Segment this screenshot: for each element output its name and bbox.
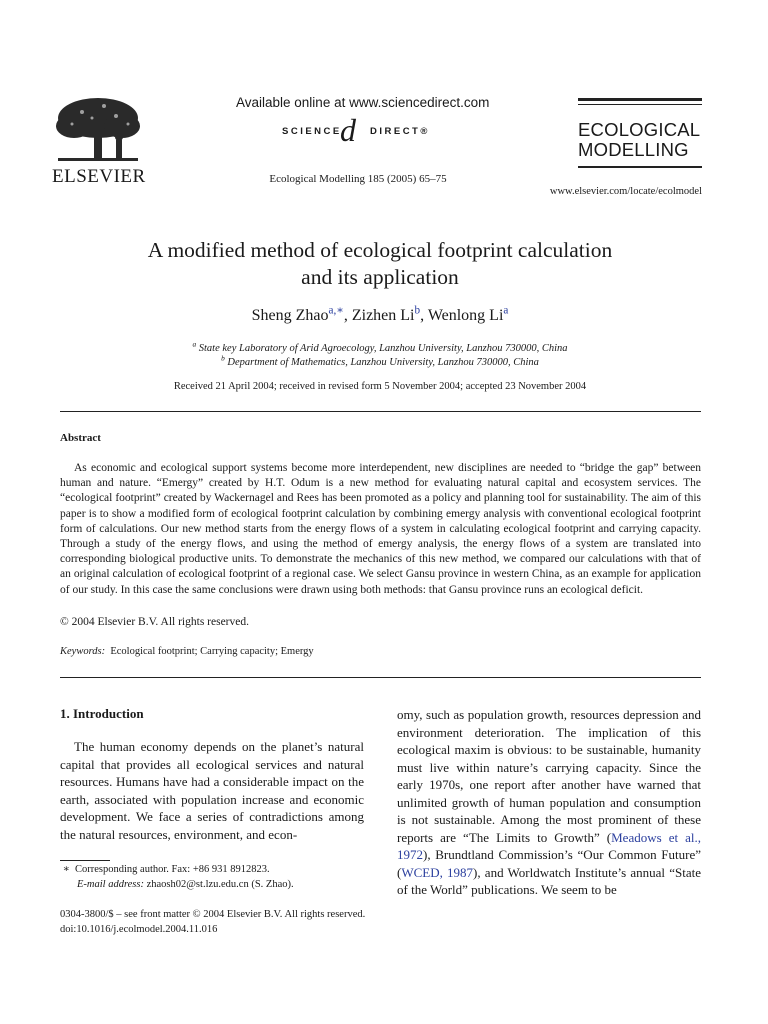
abstract-text: As economic and ecological support systems become more interdependent, new disciplines are needed to “bridge the gap” between human and nature. “Emergy” created by H.T. Odum is a new method for evaluating natural capital and ecosystem services. The “ecological footprint” created by Wackernagel and Rees has been promoted as a policy and planning tool for sustainability. The aim of this paper is to show a modified form of ecological footprint calculation by combining emergy analysis with conventional ecological footprint form of calculations. Our new method starts from the energy flows of a system in calculating ecological footprint and carrying capacity. Through a study of the energy flows, and using the method of emergy analysis, the energy flows of a system are translated into corresponding biological productive units. To demonstrate the mechanics of this new method, we compared our calculations with that of an original calculation of ecological footprint of a regional case. We select Gansu province in western China, as an example for application of our study. In this case the same conclusions were drawn using both methods: that Gansu province runs an ecological deficit. (60, 462, 701, 596)
sd-logo-right: DIRECT® (370, 126, 430, 137)
citation-link-wced[interactable]: WCED, 1987 (401, 864, 474, 880)
footnote (60, 863, 294, 892)
journal-name (578, 120, 700, 160)
journal-rule-top (578, 98, 702, 101)
keywords-line (60, 646, 314, 657)
abstract-copyright: © 2004 Elsevier B.V. All rights reserved. (60, 616, 249, 628)
journal-rule-bottom (578, 166, 702, 168)
sd-logo-mark: d (340, 112, 356, 148)
publisher-name: ELSEVIER (52, 166, 146, 187)
intro-paragraph: The human economy depends on the planet’s natural capital that provides all ecological services and natural resources. Humans have had a considerable impact on the earth, associated with population increase and economic development. We face a series of contradictions among the natural resources, environment, and econ- (60, 739, 364, 842)
keywords-label: Keywords: (60, 646, 106, 657)
author-name: Zizhen Li (351, 307, 415, 324)
doi-line[interactable]: doi:10.1016/j.ecolmodel.2004.11.016 (60, 923, 218, 935)
front-matter-info (60, 908, 365, 937)
received-dates: Received 21 April 2004; received in revised form 5 November 2004; accepted 23 November 2004 (173, 381, 587, 392)
divider-top (60, 411, 701, 412)
abstract-body (60, 461, 701, 598)
title-line1: A modified method of ecological footprint calculation (147, 238, 613, 262)
footnote-author: ∗ Corresponding author. Fax: +86 931 8912823. (62, 864, 270, 875)
author-name: Sheng Zhao (251, 307, 329, 324)
author-affiliation-link[interactable]: b (414, 304, 421, 317)
journal-rule-top-thin (578, 104, 702, 105)
keywords-list: Ecological footprint; Carrying capacity; Emergy (110, 646, 314, 657)
section-heading-introduction: 1. Introduction (60, 706, 144, 721)
elsevier-tree-logo (52, 96, 144, 166)
journal-url[interactable]: www.elsevier.com/locate/ecolmodel (549, 186, 702, 197)
journal-name-line1: ECOLOGICAL (578, 119, 701, 140)
author-affiliation-link[interactable]: a (503, 304, 509, 317)
affiliation-a: $^a$ State key Laboratory of Arid Agroecology, Lanzhou University, Lanzhou 730000, China (192, 339, 568, 354)
left-column-text (60, 738, 364, 843)
intro-paragraph-continued: omy, such as population growth, resources depression and environment deterioration. The implication of this ecological maxim is obvious: to be sustainable, humanity must live within nature’s carrying capacity. Since the early 1970s, one report after another have warned that unlimited growth of human population and consumption is not sustainable. Among the most prominent of these reports are “The Limits to Growth” (Meadows et al., 1972), Brundtland Commission’s “Our Common Future” (WCED, 1987), and Worldwatch Institute’s annual “State of the World” publications. We seem to be (397, 707, 702, 897)
affiliation-b: $^b$ Department of Mathematics, Lanzhou University, Lanzhou 730000, China (221, 353, 539, 368)
sd-logo-left: SCIENCE (282, 126, 342, 137)
citation-link-meadows[interactable]: Meadows et al., 1972 (397, 829, 702, 862)
author-affiliation-link[interactable]: a,∗ (328, 304, 344, 317)
right-column-text (397, 706, 701, 899)
issn-line: 0304-3800/$ – see front matter © 2004 Elsevier B.V. All rights reserved. (60, 909, 366, 920)
journal-citation: Ecological Modelling 185 (2005) 65–75 (269, 173, 447, 185)
abstract-heading: Abstract (60, 432, 101, 444)
email-address[interactable]: zhaosh02@st.lzu.edu.cn (S. Zhao). (146, 878, 294, 890)
available-online-text: Available online at www.sciencedirect.com (236, 95, 490, 110)
sciencedirect-logo (236, 114, 480, 148)
title-line2: and its application (301, 265, 459, 289)
author-list: Sheng Zhao$^{a,∗}$, Zizhen Li$^b$, Wenlong Li$^a$ (251, 304, 509, 324)
journal-name-line2: MODELLING (578, 139, 689, 160)
divider-bottom (60, 677, 701, 678)
author-name: Wenlong Li (427, 307, 504, 324)
footnote-email: E-mail address: zhaosh02@st.lzu.edu.cn (S. Zhao). (77, 878, 294, 890)
footnote-rule (60, 860, 110, 861)
article-title (60, 237, 700, 291)
